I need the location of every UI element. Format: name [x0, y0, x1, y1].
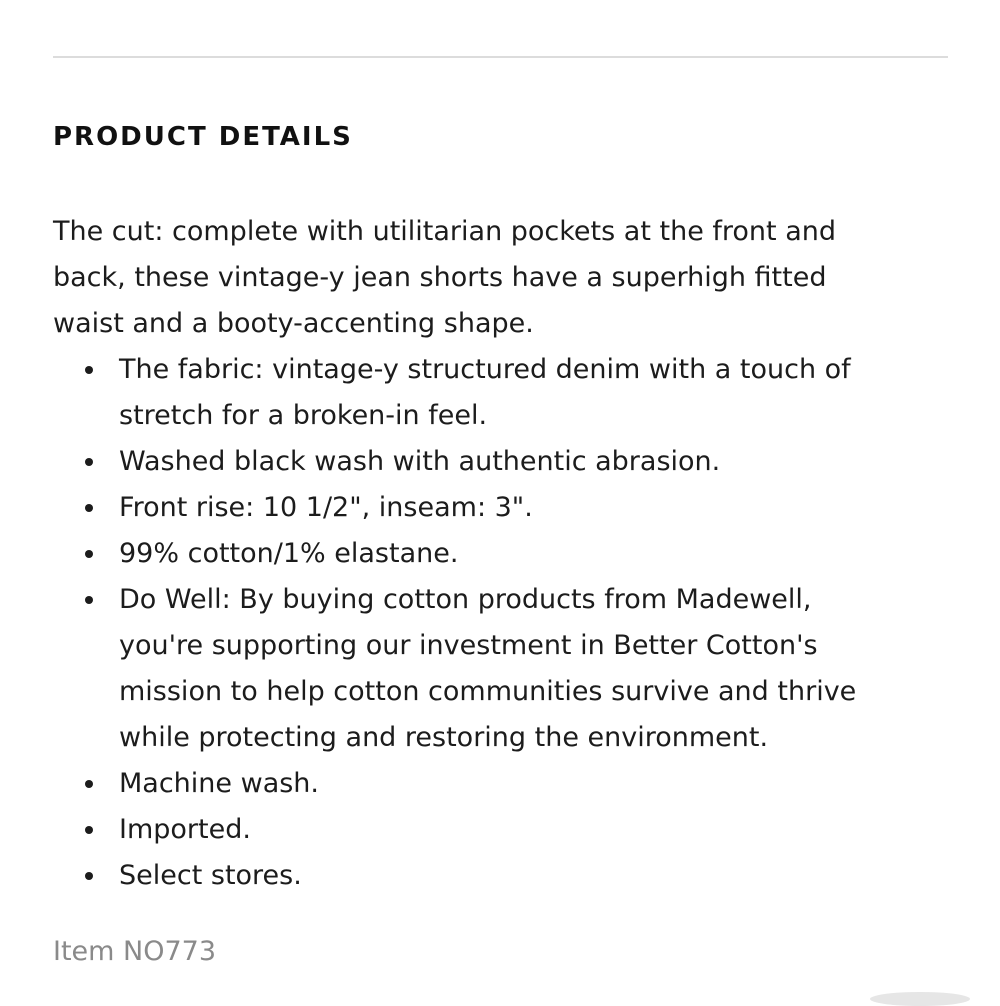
bullet-icon [85, 550, 93, 558]
bullet-icon [85, 596, 93, 604]
detail-item-do-well [53, 577, 953, 761]
detail-item-care [53, 761, 953, 807]
product-details-heading: PRODUCT DETAILS [53, 122, 353, 152]
bullet-icon [85, 366, 93, 374]
detail-line: Front rise: 10 1/2", inseam: 3". [119, 492, 533, 523]
bullet-icon [85, 872, 93, 880]
product-description [53, 209, 943, 347]
detail-line: The fabric: vintage-y structured denim with a touch of [119, 354, 851, 385]
detail-line: mission to help cotton communities survive and thrive [119, 676, 857, 707]
section-divider [53, 56, 948, 58]
detail-line: you're supporting our investment in Better Cotton's [119, 630, 818, 661]
detail-line: Do Well: By buying cotton products from Madewell, [119, 584, 812, 615]
detail-line: stretch for a broken-in feel. [119, 400, 488, 431]
product-details-list [53, 347, 953, 899]
item-number: Item NO773 [53, 936, 217, 967]
bullet-icon [85, 458, 93, 466]
bullet-icon [85, 780, 93, 788]
detail-item-origin [53, 807, 953, 853]
description-line: back, these vintage-y jean shorts have a superhigh fitted [53, 262, 827, 293]
detail-line: Select stores. [119, 860, 302, 891]
detail-item-availability [53, 853, 953, 899]
detail-line: Imported. [119, 814, 251, 845]
detail-line: Washed black wash with authentic abrasion. [119, 446, 721, 477]
detail-line: Machine wash. [119, 768, 319, 799]
detail-item-composition [53, 531, 953, 577]
bullet-icon [85, 826, 93, 834]
description-line: waist and a booty-accenting shape. [53, 308, 534, 339]
detail-item-wash [53, 439, 953, 485]
detail-line: 99% cotton/1% elastane. [119, 538, 459, 569]
floating-button-shadow [870, 992, 970, 1006]
detail-line: while protecting and restoring the environment. [119, 722, 769, 753]
detail-item-fabric [53, 347, 953, 439]
detail-item-rise [53, 485, 953, 531]
description-line: The cut: complete with utilitarian pockets at the front and [53, 216, 836, 247]
bullet-icon [85, 504, 93, 512]
